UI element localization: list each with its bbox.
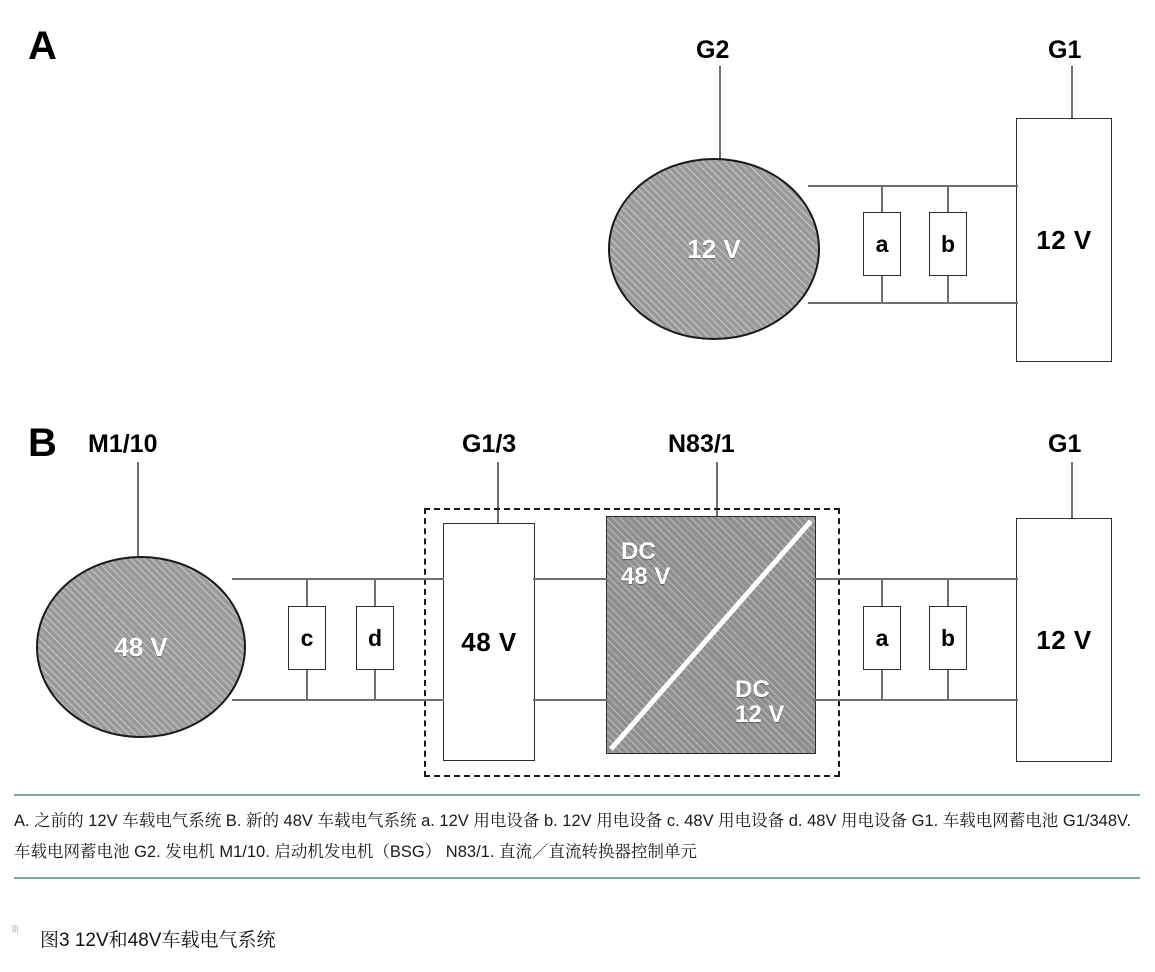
consumer-box-a-2 — [863, 606, 901, 670]
consumer-box-b-2-label: b — [940, 624, 956, 651]
callout-leader-m1-10 — [137, 462, 139, 567]
figure-title: 图3 12V和48V车载电气系统 — [40, 930, 276, 951]
generator-g2 — [608, 158, 820, 340]
wire-b-consumer-c-bottom — [306, 670, 308, 700]
wire-b-consumer-c-top — [306, 578, 308, 606]
consumer-box-b-2 — [929, 606, 967, 670]
wire-b-mid-top — [533, 578, 607, 580]
battery-g1-a-label: 12 V — [1036, 224, 1092, 255]
callout-leader-g1-a — [1071, 66, 1073, 120]
converter-label-bottom — [735, 677, 784, 727]
wire-a-consumer-a-top — [881, 185, 883, 212]
wire-b-consumer-a-bottom — [881, 670, 883, 700]
wire-b-consumer-b-bottom — [947, 670, 949, 700]
consumer-box-c — [288, 606, 326, 670]
callout-label-g2: G2 — [696, 36, 730, 64]
converter-label-top-line2: 48 V — [621, 563, 671, 591]
consumer-box-a-label: a — [875, 230, 889, 257]
consumer-box-a — [863, 212, 901, 276]
wire-a-consumer-b-top — [947, 185, 949, 212]
callout-leader-g1-b — [1071, 462, 1073, 518]
wire-a-top — [808, 185, 1018, 187]
consumer-box-c-label: c — [300, 624, 314, 651]
converter-label-bottom-line2: 12 V — [735, 701, 785, 729]
battery-g1-3 — [443, 523, 535, 761]
wire-b-mid-bottom — [533, 699, 607, 701]
wire-b-right-top — [813, 578, 1018, 580]
section-letter-b: B — [28, 421, 57, 465]
caption-text: A. 之前的 12V 车载电气系统 B. 新的 48V 车载电气系统 a. 12V 用电设备 b. 12V 用电设备 c. 48V 用电设备 d. 48V 用电设备 G1. 车载电网蓄电池 G1/348V. 车载电网蓄电池 G2. 发电机 M1/10. 启动机发电机（BSG） N83/1. 直流／直流转换器控制单元 — [14, 812, 1132, 861]
consumer-box-a-2-label: a — [875, 624, 889, 651]
wire-b-consumer-b-top — [947, 578, 949, 606]
wire-a-consumer-a-bottom — [881, 274, 883, 303]
dc-dc-converter-n83-1 — [606, 516, 816, 754]
wire-a-bottom — [808, 302, 1018, 304]
battery-g1-a — [1016, 118, 1112, 362]
wire-b-consumer-d-bottom — [374, 670, 376, 700]
callout-label-m1-10: M1/10 — [88, 430, 158, 458]
consumer-box-b — [929, 212, 967, 276]
converter-label-top-line1: DC — [621, 538, 656, 565]
consumer-box-d-label: d — [367, 624, 383, 651]
callout-leader-g2 — [719, 66, 721, 166]
callout-label-n83-1: N83/1 — [668, 430, 735, 458]
callout-label-g1-b: G1 — [1048, 430, 1082, 458]
section-letter-a: A — [28, 24, 57, 68]
converter-label-bottom-line1: DC — [735, 676, 770, 703]
wire-b-consumer-d-top — [374, 578, 376, 606]
generator-g2-label: 12 V — [687, 233, 741, 264]
wire-b-consumer-a-top — [881, 578, 883, 606]
converter-label-top — [621, 539, 670, 589]
callout-label-g1-a: G1 — [1048, 36, 1082, 64]
battery-g1-3-label: 48 V — [461, 626, 517, 657]
callout-label-g1-3: G1/3 — [462, 430, 517, 458]
consumer-box-d — [356, 606, 394, 670]
battery-g1-b — [1016, 518, 1112, 762]
starter-generator-m1-10 — [36, 556, 246, 738]
wire-a-consumer-b-bottom — [947, 274, 949, 303]
margin-tick-mark: ||| — [12, 924, 19, 933]
wire-b-left-bottom — [232, 699, 444, 701]
caption-block — [14, 794, 1140, 879]
wire-b-left-top — [232, 578, 444, 580]
battery-g1-b-label: 12 V — [1036, 624, 1092, 655]
starter-generator-label: 48 V — [114, 631, 168, 662]
consumer-box-b-label: b — [940, 230, 956, 257]
wire-b-right-bottom — [813, 699, 1018, 701]
